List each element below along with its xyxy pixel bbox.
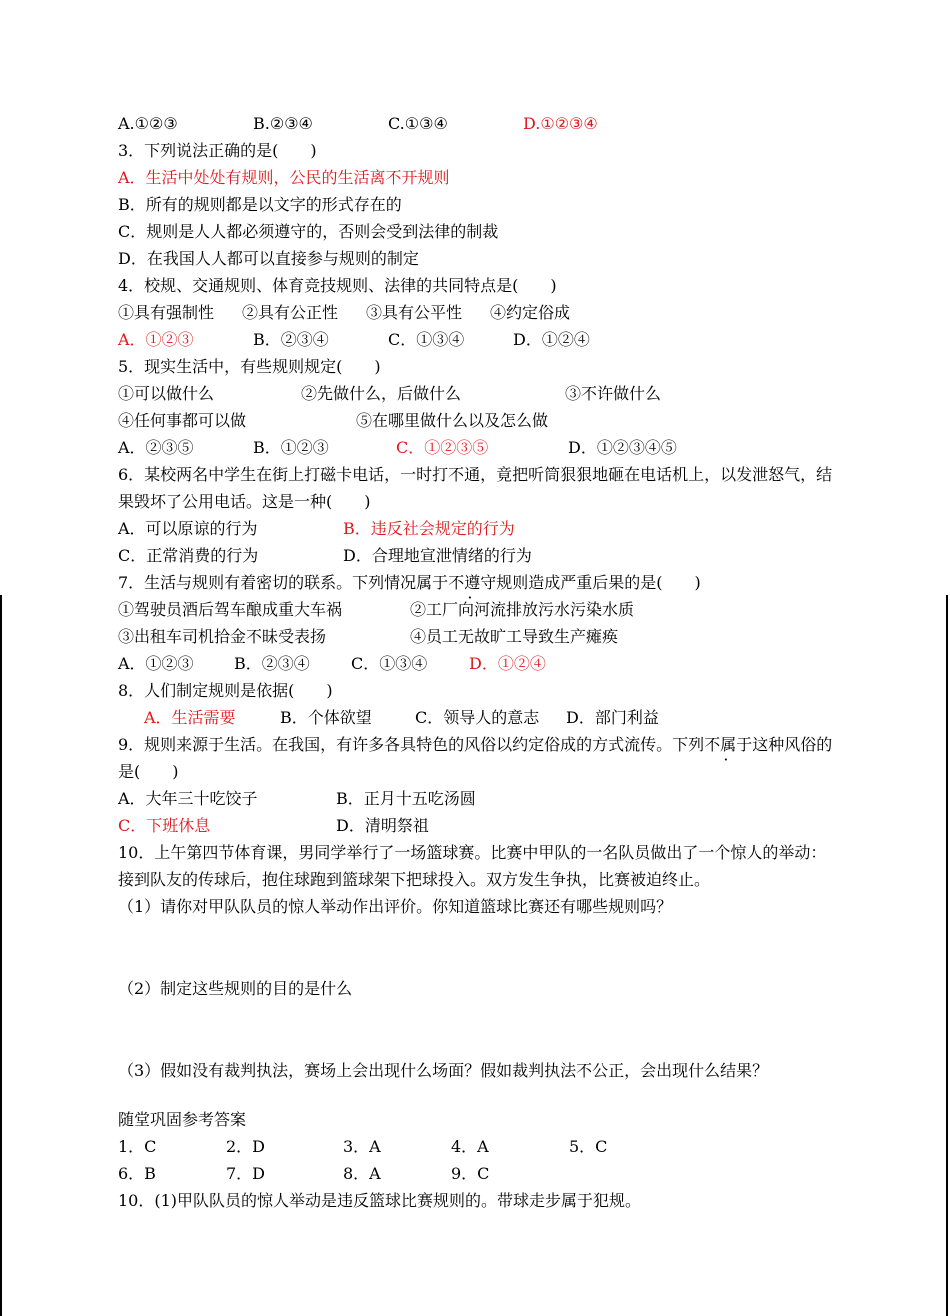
q4-items [118,299,838,326]
q5-item-2: ②先做什么，后做什么 [301,384,462,403]
q9-option-a: A．大年三十吃饺子 [118,789,258,808]
q7-item-1: ①驾驶员酒后驾车酿成重大车祸 [118,600,343,619]
q9-stem-emphasis: 不属于 [704,735,753,754]
page-border-right [946,595,948,1316]
q5-items-row2 [118,407,838,434]
q4-option-d: D．①②④ [513,330,590,349]
q2-option-a: A.①②③ [118,114,178,133]
q8-option-c: C．领导人的意志 [415,708,540,727]
answer-6: 6．B [118,1164,156,1183]
q8-stem: 8．人们制定规则是依据( ) [118,681,333,700]
q7-stem [118,569,838,596]
q6-option-d: D．合理地宣泄情绪的行为 [343,546,532,565]
q6-stem: 6．某校两名中学生在街上打磁卡电话，一时打不通，竟把听筒狠狠地砸在电话机上，以发泄怒气，结果毁坏了公用电话。这是一种( ) [118,465,833,511]
q6-option-c: C．正常消费的行为 [118,546,259,565]
answer-8: 8．A [343,1164,381,1183]
q5-stem: 5．现实生活中，有些规则规定( ) [118,357,381,376]
q6-options-row1 [118,515,838,542]
q9-option-c-correct: C．下班休息 [118,816,211,835]
q4-item-4: ④约定俗成 [490,303,571,322]
answer-1: 1．C [118,1137,157,1156]
q7-option-c: C．①③④ [351,654,428,673]
q10-sub3: （3）假如没有裁判执法，赛场上会出现什么场面？假如裁判执法不公正，会出现什么结果？ [118,1061,769,1080]
q9-stem-post: 这种风俗的是( ) [118,735,833,781]
answer-10: 10．(1)甲队队员的惊人举动是违反篮球比赛规则的。带球走步属于犯规。 [118,1191,642,1210]
q6-option-a: A．可以原谅的行为 [118,519,258,538]
q9-option-d: D．清明祭祖 [336,816,429,835]
q3-option-c: C．规则是人人都必须遵守的，否则会受到法律的制裁 [118,222,499,241]
q9-stem-pre: 9．规则来源于生活。在我国，有许多各具特色的风俗以约定俗成的方式流传。下列 [118,735,705,754]
q8-option-d: D．部门利益 [566,708,659,727]
answer-7: 7．D [226,1164,266,1183]
q4-options [118,326,838,353]
q10-sub1: （1）请你对甲队队员的惊人举动作出评价。你知道篮球比赛还有哪些规则吗？ [118,897,673,916]
q5-option-d: D．①②③④⑤ [568,438,677,457]
answer-space-2 [118,1002,838,1057]
q6-options-row2 [118,542,838,569]
q3-option-b: B．所有的规则都是以文字的形式存在的 [118,195,402,214]
answer-5: 5．C [569,1137,608,1156]
q5-option-a: A．②③⑤ [118,438,194,457]
page-border-left [0,595,2,1316]
q7-items-row1 [118,596,838,623]
q2-option-d-correct: D.①②③④ [523,114,598,133]
answer-2: 2．D [226,1137,266,1156]
q9-stem [118,731,838,785]
q7-item-4: ④员工无故旷工导致生产瘫痪 [410,627,619,646]
q5-item-1: ①可以做什么 [118,384,215,403]
q5-items-row1 [118,380,838,407]
q5-item-4: ④任何事都可以做 [118,411,247,430]
q6-option-b-correct: B．违反社会规定的行为 [343,519,515,538]
q4-option-a-correct: A．①②③ [118,330,194,349]
section-spacer [118,1084,838,1106]
q4-option-b: B．②③④ [253,330,329,349]
q7-items-row2 [118,623,838,650]
q5-option-c-correct: C．①②③⑤ [396,438,489,457]
answers-row1 [118,1133,838,1160]
q5-item-5: ⑤在哪里做什么以及怎么做 [356,411,549,430]
answers-row2 [118,1160,838,1187]
q5-options [118,434,838,461]
q2-options [118,110,838,137]
worksheet [118,110,838,1214]
q8-options [118,704,838,731]
q10-stem: 10．上午第四节体育课，男同学举行了一场篮球赛。比赛中甲队的一名队员做出了一个惊人的举动：接到队友的传球后，抱住球跑到篮球架下把球投入。双方发生争执，比赛被迫终止。 [118,843,827,889]
q7-option-d-correct: D．①②④ [469,654,546,673]
q4-stem: 4．校规、交通规则、体育竞技规则、法律的共同特点是( ) [118,276,557,295]
q2-option-c: C.①③④ [388,114,448,133]
q4-item-3: ③具有公平性 [366,303,463,322]
answer-space-1 [118,920,838,975]
q7-stem-post: 规则造成严重后果的是( ) [496,573,701,592]
q7-option-b: B．②③④ [234,654,310,673]
q9-options-row2 [118,812,838,839]
q5-item-3: ③不许做什么 [565,384,662,403]
q3-option-d: D．在我国人人都可以直接参与规则的制定 [118,249,419,268]
q4-option-c: C．①③④ [388,330,465,349]
q7-option-a: A．①②③ [118,654,194,673]
q3-option-a-correct: A．生活中处处有规则，公民的生活离不开规则 [118,168,450,187]
q4-item-1: ①具有强制性 [118,303,215,322]
answer-9: 9．C [451,1164,490,1183]
q7-options [118,650,838,677]
answers-title: 随堂巩固参考答案 [118,1110,247,1129]
q8-option-b: B．个体欲望 [280,708,372,727]
q8-option-a-correct: A．生活需要 [144,708,236,727]
q9-options-row1 [118,785,838,812]
q2-option-b: B.②③④ [253,114,313,133]
answer-4: 4．A [451,1137,489,1156]
q9-option-b: B．正月十五吃汤圆 [336,789,476,808]
q10-sub2: （2）制定这些规则的目的是什么 [118,979,353,998]
q4-item-2: ②具有公正性 [242,303,339,322]
q7-stem-pre: 7．生活与规则有着密切的联系。下列情况属于 [118,573,449,592]
q7-stem-emphasis: 不遵守 [448,573,497,592]
q5-option-b: B．①②③ [253,438,329,457]
q7-item-3: ③出租车司机拾金不昧受表扬 [118,627,327,646]
q3-stem: 3．下列说法正确的是( ) [118,141,317,160]
q7-item-2: ②工厂向河流排放污水污染水质 [410,600,635,619]
answer-3: 3．A [343,1137,381,1156]
